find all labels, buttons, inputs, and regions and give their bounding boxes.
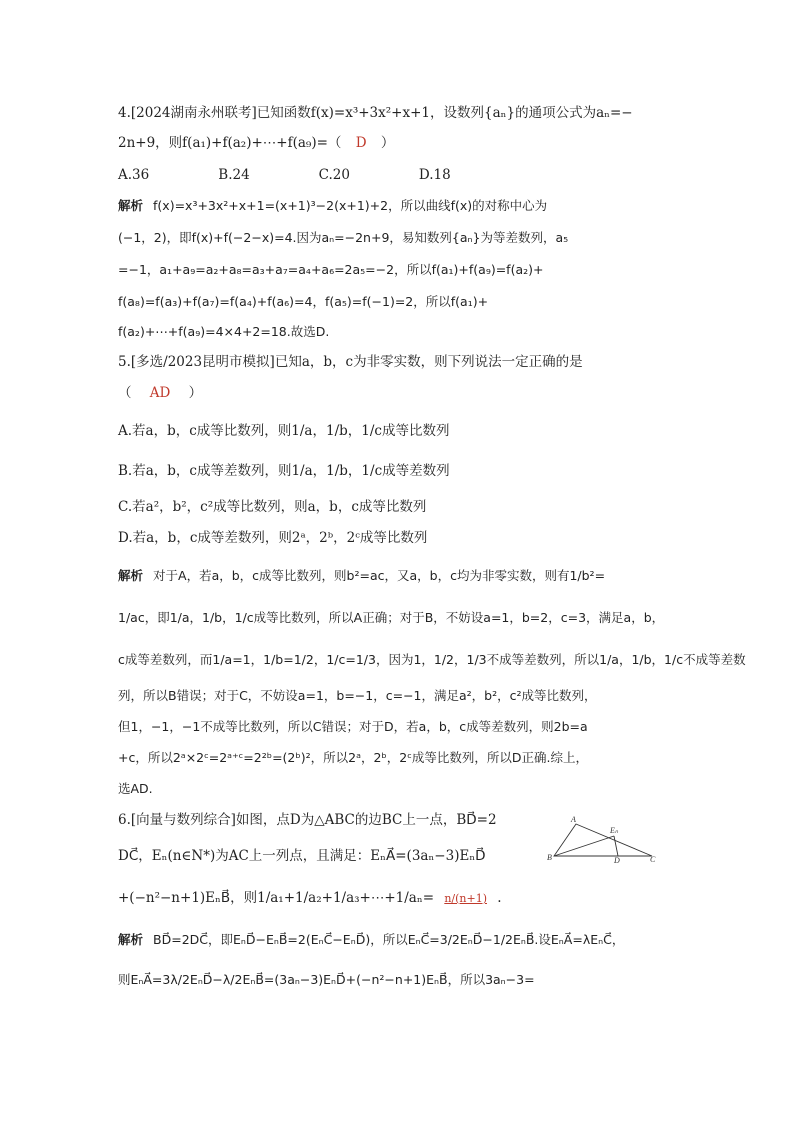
q5-option-b: B.若a，b，c成等差数列，则1/a，1/b，1/c成等差数列 (118, 463, 450, 479)
q4-stem-text: 2n+9，则f(a₁)+f(a₂)+⋯+f(a₉)=（ (118, 135, 342, 151)
q5-solution-line-5: 但1，−1，−1不成等比数列，所以C错误；对于D，若a，b，c成等差数列，则2b=a (118, 719, 588, 734)
q4-solution-tag: 解析 (118, 198, 144, 213)
q6-stem-end: . (497, 890, 502, 906)
q6-answer: n/(n+1) (444, 892, 487, 905)
q5-option-d: D.若a，b，c成等差数列，则2ᵃ，2ᵇ，2ᶜ成等比数列 (118, 530, 428, 546)
q4-option-d: D.18 (418, 167, 451, 183)
q5-solution-line-6: +c，所以2ᵃ×2ᶜ=2ᵃ⁺ᶜ=2²ᵇ=(2ᵇ)²，所以2ᵃ，2ᵇ，2ᶜ成等比数列，所以D正确.综上， (118, 750, 588, 765)
q5-solution-line-1 (118, 566, 605, 586)
q5-stem-line-2 (118, 383, 202, 403)
label-c: C (650, 855, 656, 864)
q6-solution-tag: 解析 (118, 932, 144, 947)
q5-stem-close: ） (188, 385, 203, 401)
label-e: Eₙ (610, 826, 619, 835)
q4-stem-line-2 (118, 133, 394, 153)
q4-option-b: B.24 (218, 167, 250, 183)
q5-solution-tag: 解析 (118, 568, 144, 583)
q4-answer: D (355, 135, 367, 151)
q4-solution-text-1: f(x)=x³+3x²+x+1=(x+1)³−2(x+1)+2，所以曲线f(x)的对称中心为 (153, 198, 548, 213)
q5-stem-open: （ (118, 385, 132, 401)
q4-solution-line-3: =−1，a₁+a₉=a₂+a₈=a₃+a₇=a₄+a₆=2a₅=−2，所以f(a₁)+f(a₉)=f(a₂)+ (118, 262, 544, 277)
q5-answer: AD (149, 385, 171, 401)
triangle-figure (546, 812, 658, 864)
q4-solution-line-2: (−1，2)，即f(x)+f(−2−x)=4.因为aₙ=−2n+9，易知数列{aₙ}为等差数列，a₅ (118, 230, 569, 245)
q6-stem-line-2: DC⃗，Eₙ(n∈N*)为AC上一列点，且满足：EₙA⃗=(3aₙ−3)EₙD⃗ (118, 848, 486, 864)
q4-solution-line-5: f(a₂)+⋯+f(a₉)=4×4+2=18.故选D. (118, 324, 330, 339)
q5-solution-line-2: 1/ac，即1/a，1/b，1/c成等比数列，所以A正确；对于B，不妨设a=1，b=2，c=3，满足a，b， (118, 610, 665, 625)
q5-option-c: C.若a²，b²，c²成等比数列，则a，b，c成等比数列 (118, 499, 427, 515)
q4-stem-close: ） (380, 135, 395, 151)
q4-options (118, 165, 515, 185)
q4-stem-line-1: 4.[2024湖南永州联考]已知函数f(x)=x³+3x²+x+1，设数列{aₙ}的通项公式为aₙ=− (118, 105, 633, 121)
q6-stem-line-1: 6.[向量与数列综合]如图，点D为△ABC的边BC上一点，BD⃗=2 (118, 812, 497, 828)
q5-solution-line-4: 列，所以B错误；对于C，不妨设a=1，b=−1，c=−1，满足a²，b²，c²成等比数列， (118, 688, 597, 703)
q6-solution-line-2: 则EₙA⃗=3λ/2EₙD⃗−λ/2EₙB⃗=(3aₙ−3)EₙD⃗+(−n²−n+1)EₙB⃗，所以3aₙ−3= (118, 972, 535, 987)
q6-solution-text-1: BD⃗=2DC⃗，即EₙD⃗−EₙB⃗=2(EₙC⃗−EₙD⃗)，所以EₙC⃗=3/2EₙD⃗−1/2EₙB⃗.设EₙA⃗=λEₙC⃗， (153, 932, 625, 947)
label-a: A (571, 815, 576, 824)
q5-option-a: A.若a，b，c成等比数列，则1/a，1/b，1/c成等比数列 (118, 423, 450, 439)
q5-solution-line-7: 选AD. (118, 781, 153, 796)
q4-option-a: A.36 (118, 167, 150, 183)
q5-solution-line-3: c成等差数列，而1/a=1，1/b=1/2，1/c=1/3，因为1，1/2，1/3不成等差数列，所以1/a，1/b，1/c不成等差数 (118, 652, 746, 667)
q4-solution-line-4: f(a₈)=f(a₃)+f(a₇)=f(a₄)+f(a₆)=4，f(a₅)=f(−1)=2，所以f(a₁)+ (118, 294, 489, 309)
q6-stem-text: +(−n²−n+1)EₙB⃗，则1/a₁+1/a₂+1/a₃+⋯+1/aₙ= (118, 890, 435, 906)
label-b: B (547, 853, 552, 862)
label-d: D (614, 856, 620, 864)
q6-solution-line-1 (118, 930, 624, 950)
q4-solution-line-1 (118, 196, 547, 216)
q4-option-c: C.20 (318, 167, 350, 183)
q5-stem-line-1: 5.[多选/2023昆明市模拟]已知a，b，c为非零实数，则下列说法一定正确的是 (118, 354, 583, 370)
q5-solution-text-1: 对于A，若a，b，c成等比数列，则b²=ac，又a，b，c均为非零实数，则有1/b²= (153, 568, 606, 583)
q6-stem-line-3 (118, 888, 502, 909)
segment-b-e (554, 836, 614, 856)
segment-e-d (614, 836, 618, 856)
